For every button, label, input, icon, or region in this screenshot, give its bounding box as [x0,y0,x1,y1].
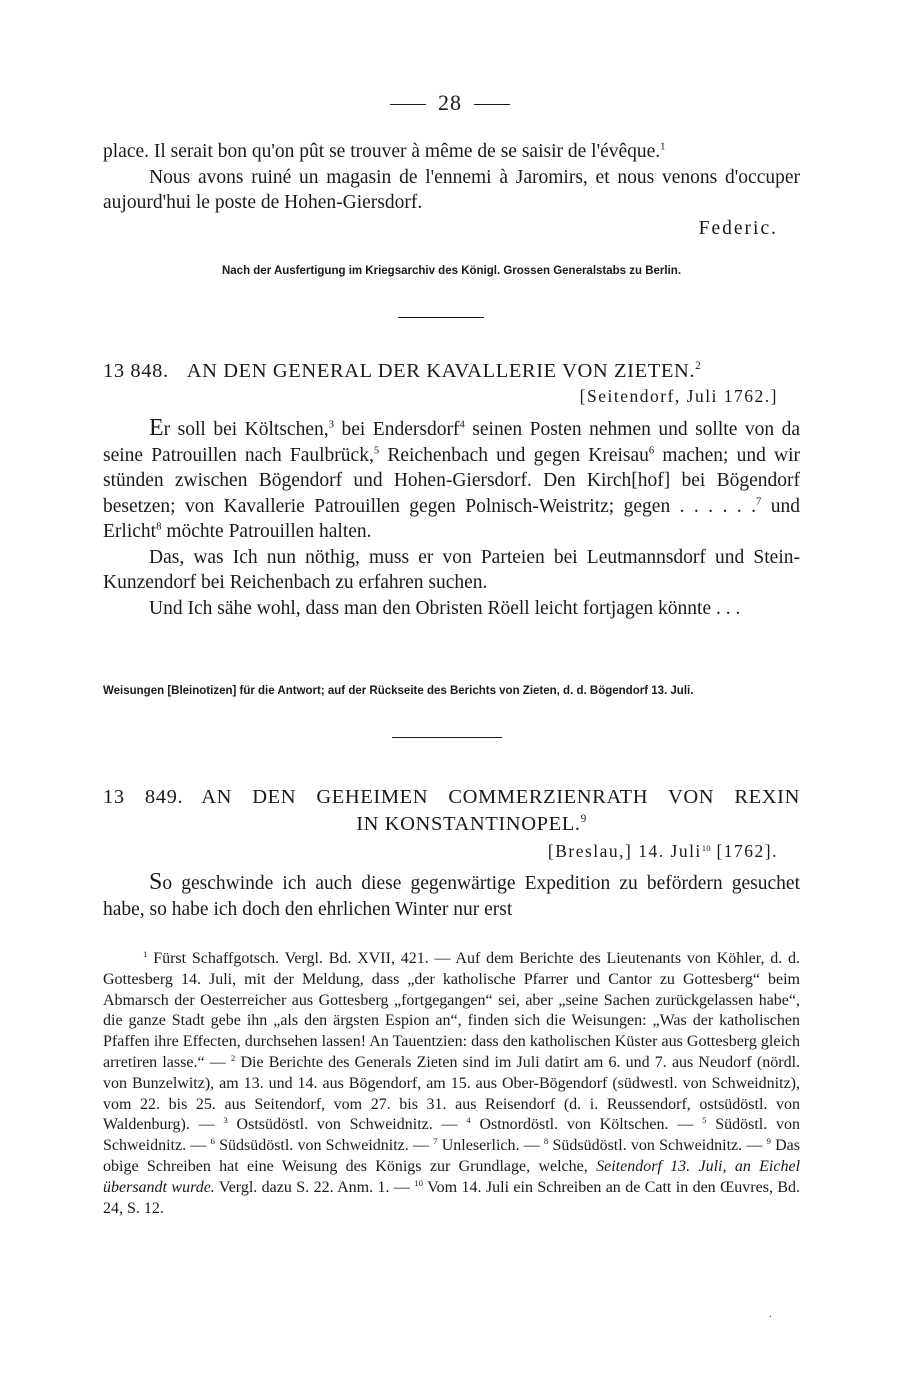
header-dash-left [390,104,426,105]
letter-title: AN DEN GENERAL DER KAVALLERIE VON ZIETEN. [186,360,696,382]
header-dash-right [474,104,510,105]
section-divider [392,737,502,738]
letter-body-13849 [103,870,800,922]
continuation-paragraph-1: place. Il serait bon qu'on pût se trouver à même de se saisir de l'évêque.$^1$ [103,140,666,162]
letter-title-line2: IN KONSTANTINOPEL. [356,813,581,835]
letter-heading-13848 [103,358,800,385]
initial-letter: E [149,415,164,441]
source-note-continuation: Nach der Ausfertigung im Kriegsarchiv des Königl. Grossen Generalstabs zu Berlin. [221,265,682,277]
place-date-13849: [Breslau,] 14. Juli$^{10}$ [1762]. [547,841,778,861]
place-date-13848: [Seitendorf, Juli 1762.] [579,386,778,406]
letter-body-13848 [103,416,800,621]
continuation-text [103,139,800,241]
source-note-13848: Weisungen [Bleinotizen] für die Antwort; auf der Rückseite des Berichts von Zieten, d. d. Bögendorf 13. Juli. [103,685,694,697]
footnote-text: $^1$ Fürst Schaffgotsch. Vergl. Bd. XVII, 421. — Auf dem Berichte des Lieutenants von Köhler, d. d. Gottesberg 14. Juli, mit der Meldung, dass „der katholische Pfarrer und Cantor zu Gottesberg“ beim Abmarsch der Oesterreicher aus Gottesberg „fortgegangen“ sei, aber „seine Sachen zurückgelassen habe“, die ganze Stadt gebe ihn „als den ärgsten Espion an“, finden sich die Weisungen: „Was der katholischen Pfaffen ihre Effecten, durchsehen lassen! An Tauentzien: dass den katholischen Küster aus Gottesberg gleich arretiren lasse.“ — $^2$ Die Berichte des Generals Zieten sind im Juli datirt am 6. und 7. aus Neudorf (nördl. von Bunzelwitz), am 13. und 14. aus Bögendorf, am 15. aus Ober-Bögendorf (südwestl. von Schweidnitz), vom 22. bis 25. aus Seitendorf, vom 27. bis 31. aus Reisendorf (d. i. Reussendorf, ostsüdöstl. von Waldenburg). — $^3$ Ostsüdöstl. von Schweidnitz. — $^4$ Ostnordöstl. von Költschen. — $^5$ Südöstl. von Schweidnitz. — $^6$ Südsüdöstl. von Schweidnitz. — $^7$ Unleserlich. — $^8$ Südsüdöstl. von Schweidnitz. — $^9$ Das obige Schreiben hat eine Weisung des Königs zur Grundlage, welche, Seitendorf 13. Juli, an Eichel übersandt wurde. Vergl. dazu S. 22. Anm. 1. — $^{10}$ Vom 14. Juli ein Schreiben an de Catt in den Œuvres, Bd. 24, S. 12. [103,948,801,1217]
letter-number: 13 849. [103,786,184,808]
section-divider [398,317,484,318]
letter-number: 13 848. [103,360,169,382]
letter-paragraph-1: So geschwinde ich auch diese gegenwärtige Expedition zu befördern gesuchet habe, so habe ich doch den ehrlichen Winter nur erst [103,869,800,920]
letter-heading-13849 [103,784,800,838]
continuation-paragraph-2: Nous avons ruiné un magasin de l'ennemi à Jaromirs, et nous venons d'occuper aujourd'hui le poste de Hohen-Giersdorf. [103,166,800,213]
letter-paragraph-2: Das, was Ich nun nöthig, muss er von Parteien bei Leutmannsdorf und Stein-Kunzendorf bei Reichenbach zu erfahren suchen. [103,546,800,593]
letter-paragraph-1: Er soll bei Költschen,$^3$ bei Endersdorf$^4$ seinen Posten nehmen und sollte von da seine Patrouillen nach Faulbrück,$^5$ Reichenbach und gegen Kreisau$^6$ machen; und wir stünden zwischen Bögendorf und Hohen-Giersdorf. Den Kirch[hof] bei Bögendorf besetzen; von Kavallerie Patrouillen gegen Polnisch-Weistritz; gegen . . . . . .$^7$ und Erlicht$^8$ möchte Patrouillen halten. [103,415,801,542]
initial-letter: S [149,869,163,895]
signature: Federic. [698,217,778,239]
letter-paragraph-3: Und Ich sähe wohl, dass man den Obristen Röell leicht fortjagen könnte . . . [149,597,741,619]
page-speck: · [768,1312,772,1323]
signature-line [103,216,800,242]
footnote-ref: 9 [580,813,587,826]
letter-title-line1: AN DEN GEHEIMEN COMMERZIENRATH VON REXIN [201,786,800,808]
page-number: 28 [438,90,462,115]
footnote-ref: 1 [660,140,666,153]
page-header [0,90,900,116]
footnote-ref: 2 [695,360,702,373]
footnotes [103,949,800,1219]
